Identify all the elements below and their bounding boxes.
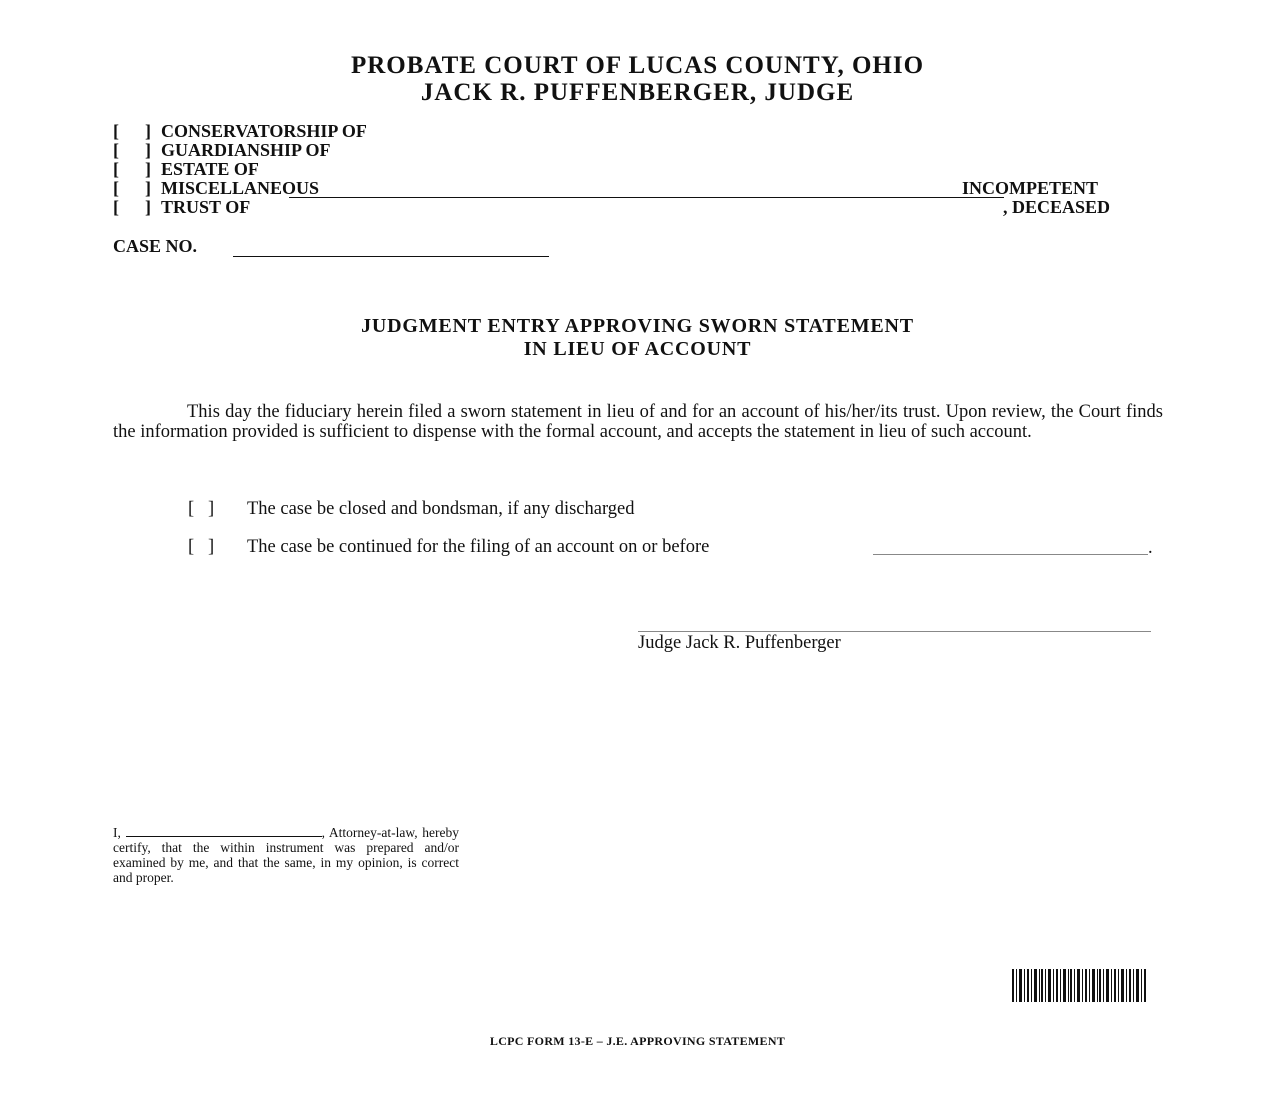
- judge-signature-line[interactable]: [638, 631, 1151, 632]
- court-name: PROBATE COURT OF LUCAS COUNTY, OHIO: [350, 52, 925, 79]
- checkbox-estate[interactable]: [113, 160, 259, 179]
- cert-prefix: I,: [113, 825, 121, 840]
- case-no-label: CASE NO.: [113, 236, 198, 256]
- judge-name: Judge Jack R. Puffenberger: [638, 633, 841, 653]
- attorney-certification: [113, 825, 459, 885]
- body-paragraph: [113, 403, 1163, 442]
- option-checkbox[interactable]: [ ]: [188, 499, 215, 519]
- checkbox-open-bracket: [: [113, 121, 119, 141]
- checkbox-close-bracket: ]: [145, 159, 151, 179]
- account-date-blank-field[interactable]: [873, 554, 1148, 555]
- checkbox-conservatorship[interactable]: [113, 122, 367, 141]
- document-title-line2: IN LIEU OF ACCOUNT: [523, 338, 752, 360]
- checkbox-label: ESTATE OF: [161, 159, 259, 179]
- option-checkbox[interactable]: [ ]: [188, 537, 215, 557]
- checkbox-label: GUARDIANSHIP OF: [161, 140, 331, 160]
- checkbox-trust[interactable]: [113, 198, 250, 217]
- checkbox-open-bracket: [: [113, 197, 119, 217]
- barcode: [1012, 969, 1146, 1002]
- checkbox-label: CONSERVATORSHIP OF: [161, 121, 367, 141]
- deceased-label: , DECEASED: [1003, 197, 1111, 217]
- option-closed-text: The case be closed and bondsman, if any discharged: [247, 499, 635, 519]
- checkbox-open-bracket: [: [113, 140, 119, 160]
- checkbox-close-bracket: ]: [145, 197, 151, 217]
- cert-text: hereby certify, that the within instrument was prepared and/or examined by me, and that the same, in my opinion, is correct and proper.: [113, 825, 460, 885]
- period: .: [1148, 538, 1153, 558]
- incompetent-label: INCOMPETENT: [962, 178, 1099, 198]
- cert-suffix: , Attorney-at-law,: [321, 825, 418, 840]
- checkbox-close-bracket: ]: [145, 121, 151, 141]
- checkbox-open-bracket: [: [113, 159, 119, 179]
- option-continued-text: The case be continued for the filing of an account on or before: [247, 537, 710, 557]
- checkbox-close-bracket: ]: [145, 140, 151, 160]
- name-blank-field[interactable]: [289, 197, 1004, 198]
- form-footer: LCPC FORM 13-E – J.E. APPROVING STATEMENT: [489, 1034, 786, 1048]
- attorney-name-blank-field[interactable]: [126, 825, 322, 837]
- checkbox-close-bracket: ]: [145, 178, 151, 198]
- checkbox-open-bracket: [: [113, 178, 119, 198]
- judge-heading: JACK R. PUFFENBERGER, JUDGE: [420, 79, 855, 106]
- body-text: This day the fiduciary herein filed a sworn statement in lieu of and for an account of his/her/its trust. Upon review, the Court finds the information provided is sufficient to dispense with the formal account, and accepts the statement in lieu of such account.: [113, 402, 1163, 442]
- checkbox-label: TRUST OF: [161, 197, 251, 217]
- checkbox-miscellaneous[interactable]: [113, 179, 319, 198]
- document-title-line1: JUDGMENT ENTRY APPROVING SWORN STATEMENT: [361, 315, 914, 337]
- case-no-blank-field[interactable]: [233, 256, 549, 257]
- checkbox-label: MISCELLANEOUS: [161, 178, 320, 198]
- checkbox-guardianship[interactable]: [113, 141, 331, 160]
